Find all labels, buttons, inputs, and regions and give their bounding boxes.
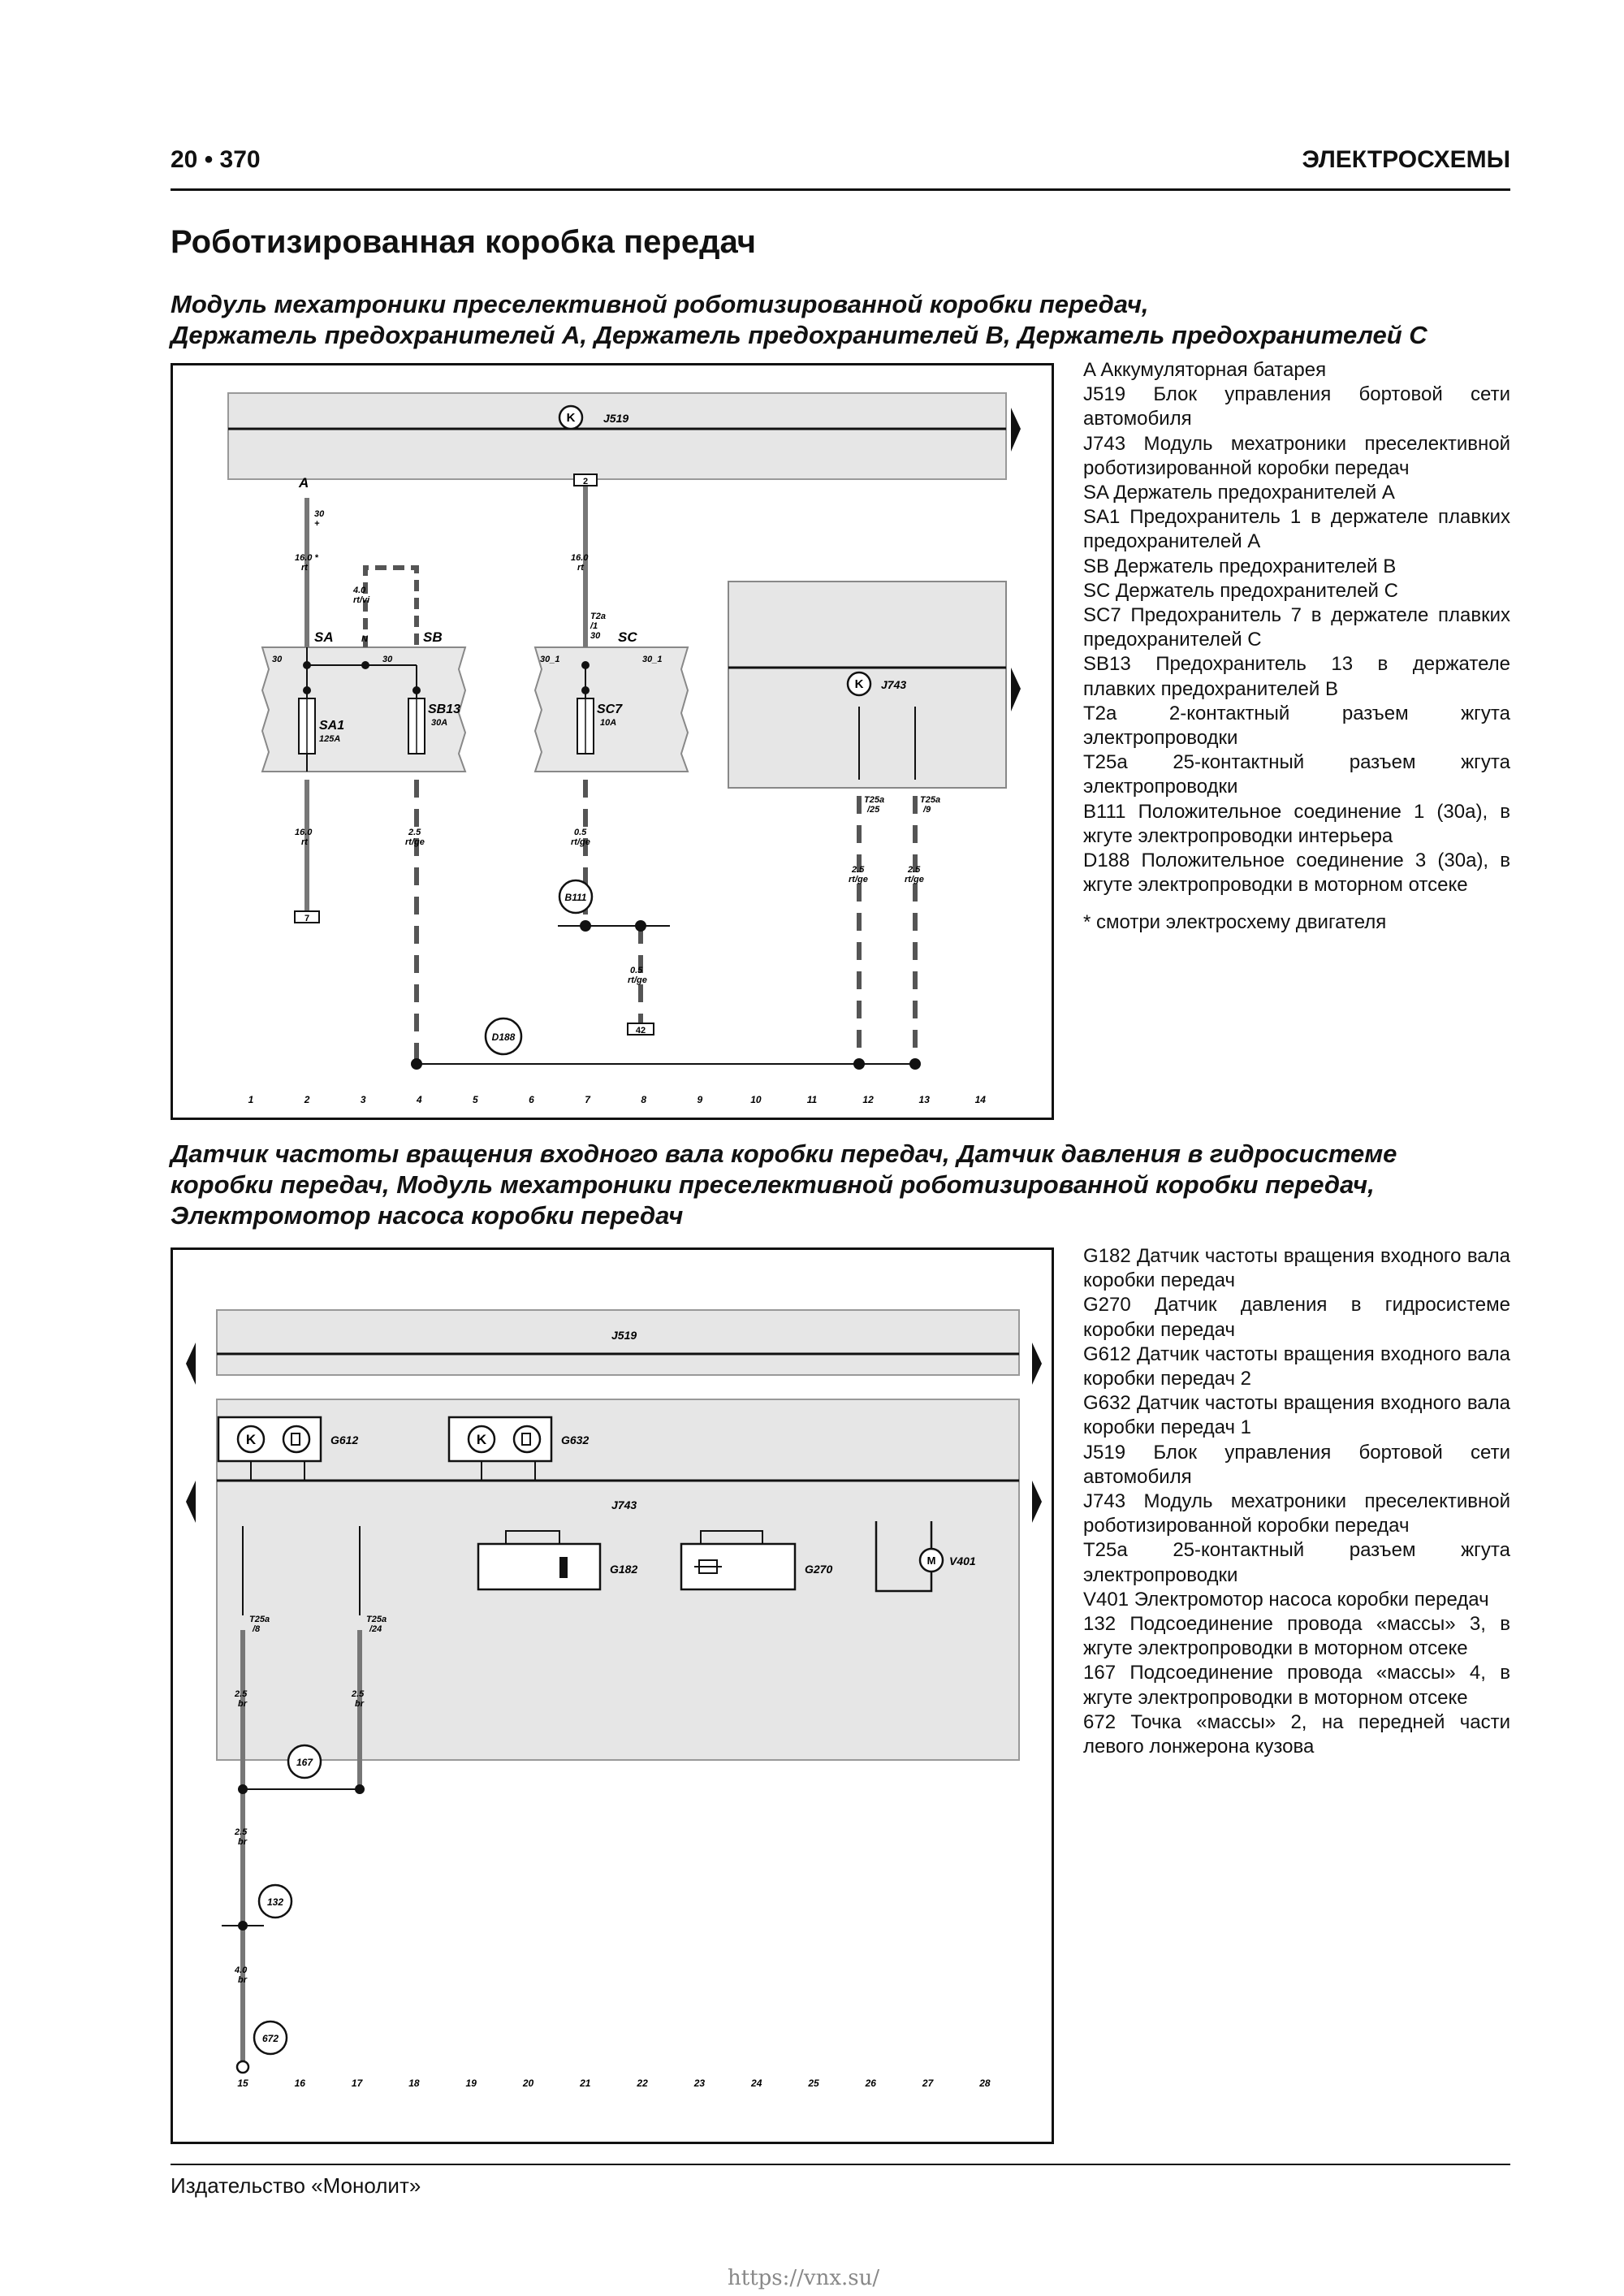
k-label: K [245,1432,257,1447]
legend-1 [1083,358,1510,936]
column-number: 4 [416,1094,422,1105]
sc-label: SC [618,629,637,645]
pin-label: /8 [253,1624,261,1634]
wire-label: 2.5 [852,865,865,875]
column-number: 2 [304,1094,310,1105]
legend-item: V401 Электромотор насоса коробки передач [1083,1588,1489,1611]
legend-2 [1083,1244,1510,1759]
ground-167-label: 167 [296,1757,313,1768]
j743-label: J743 [881,678,907,691]
caption-line: Датчик частоты вращения входного вала коробки передач, Датчик давления в гидросистеме [171,1139,1397,1168]
wire-label: 2.5 [408,828,421,837]
diagram1-svg [173,365,1052,1118]
legend-item: G632 Датчик частоты вращения входного вала коробки передач 1 [1083,1392,1510,1439]
wire-label: rt/ge [849,875,868,884]
j743-block [217,1399,1019,1760]
g632-sensor [449,1417,551,1461]
column-number: 21 [580,2078,591,2089]
wiring-diagram-1 [171,363,1054,1120]
j519-label: J519 [611,1329,637,1342]
wire-label: 2.5 [235,1827,248,1837]
wire-label: 2.5 [352,1689,365,1699]
g270-label: G270 [805,1563,833,1576]
wire-label: 16.0 [571,553,589,563]
wire-label: rt/ge [628,975,647,985]
column-number: 15 [237,2078,248,2089]
t25a-label: T25a [249,1615,270,1624]
wire-label: 4.0 [235,1965,248,1975]
b111-label: B111 [564,892,587,903]
column-number: 20 [522,2078,534,2089]
diagram2-caption [171,1139,1397,1231]
column-number: 18 [408,2078,420,2089]
pin-label: /9 [923,805,931,815]
term-label: 30_1 [642,655,663,664]
wire-label: rt/ge [571,837,590,847]
column-number: 22 [637,2078,648,2089]
header-rule [171,188,1510,191]
column-number: 26 [865,2078,876,2089]
column-number: 8 [641,1094,647,1105]
column-number: 7 [585,1094,590,1105]
legend-item: 167 Подсоединение провода «массы» 4, в жгуте электропроводки в моторном отсеке [1083,1662,1510,1709]
wire-label: 16.0 * [295,553,318,563]
legend-item: A Аккумуляторная батарея [1083,359,1327,381]
wire-label: rt [577,563,584,573]
ground-132-label: 132 [266,1896,284,1908]
wire-label: rt/vi [353,595,370,605]
caption-line: Модуль мехатроники преселективной роботизированной коробки передач, [171,290,1149,318]
k-label: K [566,411,576,425]
n-label: N [361,634,368,644]
column-number: 16 [294,2078,305,2089]
term-label: 30 [272,655,283,664]
ground-672-label: 672 [261,2033,279,2044]
column-number: 9 [697,1094,703,1105]
wire-label: br [238,1837,247,1847]
legend-item: B111 Положительное соединение 1 (30a), в жгуте электропроводки интерьера [1083,800,1510,847]
column-number: 11 [806,1094,818,1105]
legend-item: SB Держатель предохранителей B [1083,555,1397,577]
legend-item: SB13 Предохранитель 13 в держателе плавких предохранителей B [1083,653,1510,700]
ref-label: 42 [635,1026,646,1036]
t2a-label: T2a [590,612,606,621]
wire-label: 2.5 [235,1689,248,1699]
footer-rule [171,2164,1510,2165]
watermark-url: https://vnx.su/ [728,2266,880,2290]
legend-item: SA Держатель предохранителей A [1083,482,1395,504]
caption-line: Держатель предохранителей A, Держатель предохранителей B, Держатель предохранителей C [171,321,1427,349]
page-title: Роботизированная коробка передач [171,224,756,260]
k-label: K [854,677,864,691]
column-number: 1 [248,1094,254,1105]
wire-label: br [355,1699,364,1709]
caption-line: коробки передач, Модуль мехатроники преселективной роботизированной коробки передач, [171,1170,1375,1199]
continue-arrow-icon [186,1481,196,1523]
wire-label: rt [301,837,308,847]
m-label: M [926,1554,936,1567]
column-number: 19 [465,2078,477,2089]
column-number: 5 [473,1094,478,1105]
sa1-rating: 125A [319,734,341,744]
column-number: 6 [529,1094,534,1105]
section-title: ЭЛЕКТРОСХЕМЫ [1302,146,1510,173]
legend-item: J519 Блок управления бортовой сети автомобиля [1083,1441,1510,1488]
column-number: 10 [750,1094,762,1105]
sb13-label: SB13 [428,703,461,716]
continue-arrow-icon [1032,1343,1042,1385]
g182-sensor [478,1544,600,1589]
ref-label: 7 [304,914,310,923]
column-number: 13 [918,1094,930,1105]
legend-item: 132 Подсоединение провода «массы» 3, в жгуте электропроводки в моторном отсеке [1083,1613,1510,1660]
wire-label: br [238,1975,247,1985]
wire-label: 4.0 [353,586,366,595]
wire-label: br [238,1699,247,1709]
diagram1-caption [171,289,1427,351]
column-number: 3 [360,1094,366,1105]
legend-item: J743 Модуль мехатроники преселективной роботизированной коробки передач [1083,1490,1510,1537]
continue-arrow-icon [1032,1481,1042,1523]
publisher: Издательство «Монолит» [171,2173,421,2198]
caption-line: Электромотор насоса коробки передач [171,1201,684,1230]
sb-label: SB [423,629,443,645]
legend-item: 672 Точка «массы» 2, на передней части левого лонжерона кузова [1083,1710,1510,1758]
column-number: 12 [862,1094,874,1105]
column-number: 28 [979,2078,991,2089]
wire-label: + [314,519,320,529]
j519-label: J519 [603,412,629,425]
g182-label: G182 [610,1563,638,1576]
pin-label: /24 [369,1624,382,1634]
term-label: 30_1 [540,655,560,664]
v401-label: V401 [949,1554,976,1567]
sb13-rating: 30A [431,718,448,728]
wire-label: 2.5 [908,865,921,875]
page-number: 20 • 370 [171,146,261,173]
legend-item: T25a 25-контактный разъем жгута электропроводки [1083,751,1510,798]
ref-label: 2 [582,477,589,486]
column-number: 25 [808,2078,819,2089]
t25a-label: T25a [920,795,941,805]
sc7-rating: 10A [600,718,617,728]
wire-label: 0.5 [574,828,587,837]
j743-label: J743 [611,1498,637,1511]
column-number: 14 [974,1094,986,1105]
legend-item: T25a 25-контактный разъем жгута электропроводки [1083,1539,1510,1586]
legend-item: G182 Датчик частоты вращения входного вала коробки передач [1083,1245,1510,1292]
legend-item: SC7 Предохранитель 7 в держателе плавких предохранителей C [1083,604,1510,651]
sa-label: SA [314,629,334,645]
legend-item: G612 Датчик частоты вращения входного вала коробки передач 2 [1083,1343,1510,1390]
column-number: 24 [751,2078,762,2089]
wire-label: rt [301,563,308,573]
legend-item: G270 Датчик давления в гидросистеме коробки передач [1083,1294,1510,1341]
g612-label: G612 [330,1433,359,1446]
column-number: 17 [351,2078,363,2089]
continue-arrow-icon [1011,408,1021,452]
sa1-label: SA1 [319,719,345,733]
column-number: 27 [922,2078,934,2089]
t25a-label: T25a [864,795,885,805]
sc7-label: SC7 [597,703,623,716]
wire-label: 0.5 [630,966,643,975]
wiring-diagram-2 [171,1247,1054,2144]
column-number: 23 [693,2078,706,2089]
continue-arrow-icon [1011,668,1021,711]
a-label: A [299,475,309,491]
term-label: 30 [590,631,601,641]
wire-label: 16.0 [295,828,313,837]
t25a-label: T25a [366,1615,387,1624]
legend-item: D188 Положительное соединение 3 (30a), в жгуте электропроводки в моторном отсеке [1083,850,1510,897]
legend-item: J743 Модуль мехатроники преселективной роботизированной коробки передач [1083,432,1510,479]
t2a-pin-label: /1 [590,621,598,631]
d188-label: D188 [491,1031,516,1043]
legend-item: J519 Блок управления бортовой сети автомобиля [1083,383,1510,430]
k-label: K [476,1432,487,1447]
legend-item: SC Держатель предохранителей C [1083,579,1398,602]
g612-sensor [218,1417,321,1461]
wire-label: rt/ge [405,837,425,847]
g632-label: G632 [561,1433,590,1446]
wire-label: rt/ge [905,875,924,884]
legend-item: T2a 2-контактный разъем жгута электропроводки [1083,702,1510,750]
j519-block [228,393,1006,479]
j519-block [217,1310,1019,1375]
legend-item: SA1 Предохранитель 1 в держателе плавких предохранителей A [1083,506,1510,553]
wire-label: 30 [314,509,325,519]
term-label: 30 [382,655,393,664]
diagram2-svg [173,1250,1052,2142]
continue-arrow-icon [186,1343,196,1385]
pin-label: /25 [867,805,880,815]
legend-note: * смотри электросхему двигателя [1083,911,1387,934]
